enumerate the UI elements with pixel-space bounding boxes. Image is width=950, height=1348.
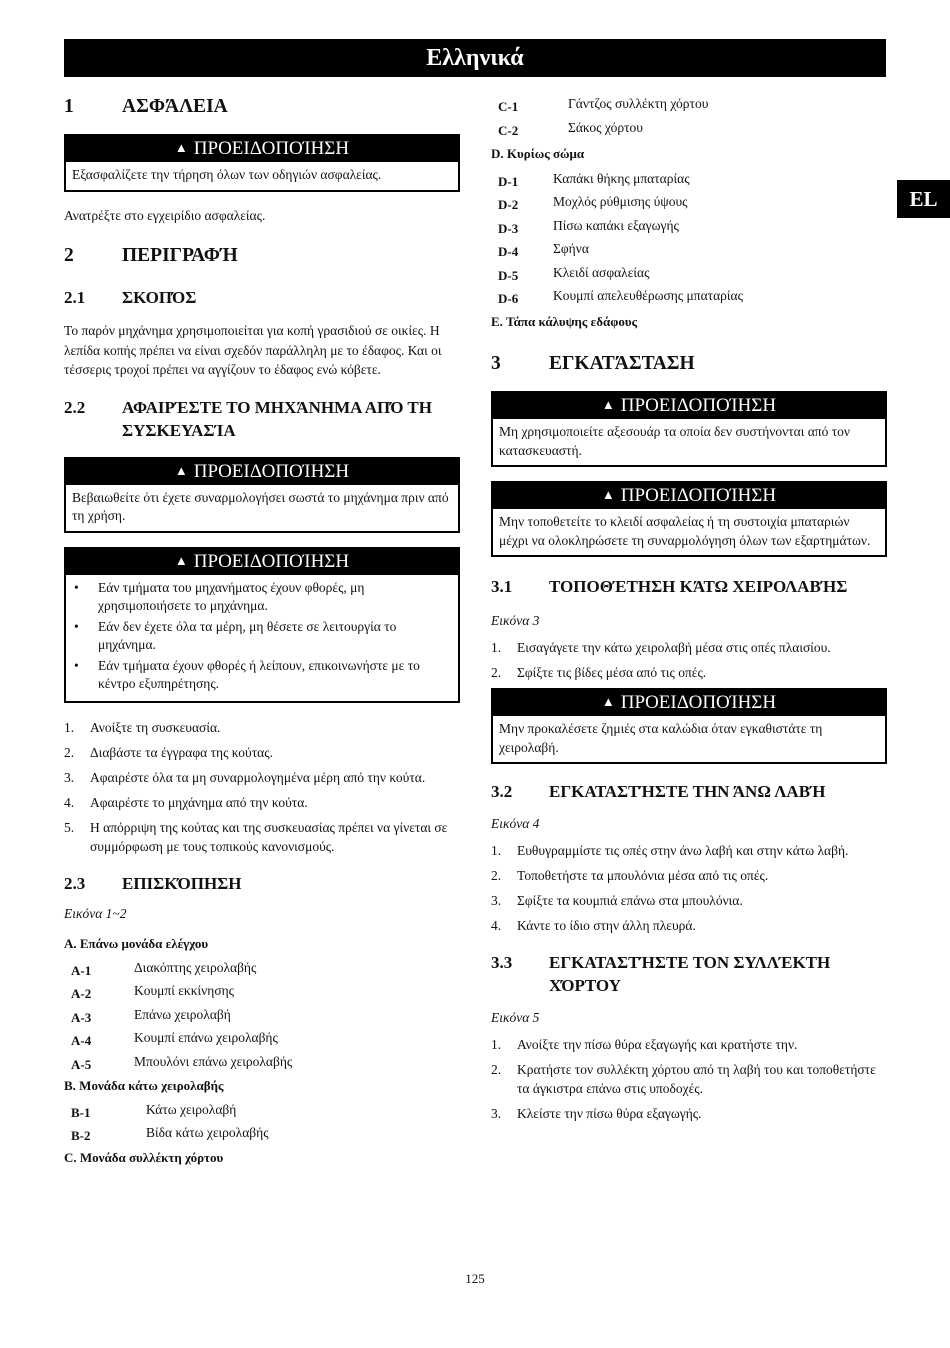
part-name: Κουμπί απελευθέρωσης μπαταρίας — [553, 288, 743, 303]
part-code: D-5 — [498, 267, 519, 283]
warning-header — [66, 136, 458, 162]
parts-group-title: A. Επάνω μονάδα ελέγχου — [64, 935, 209, 951]
bullet: • — [74, 579, 79, 595]
figure-reference: Εικόνα 3 — [491, 613, 540, 628]
part-code: A-3 — [71, 1009, 92, 1025]
step-number: 4. — [491, 918, 502, 933]
list-item — [64, 743, 460, 762]
warning-header — [66, 549, 458, 575]
step-number: 3. — [491, 1106, 502, 1121]
list-item — [64, 793, 460, 812]
subsection-heading-lower-handle — [491, 575, 887, 598]
section-number: 2.2 — [64, 397, 86, 417]
part-name: Κουμπί επάνω χειρολαβής — [134, 1030, 278, 1045]
list-item — [72, 657, 452, 694]
step-number: 2. — [491, 665, 502, 680]
step-text: Εισαγάγετε την κάτω χειρολαβή μέσα στις οπές πλαισίου. — [517, 640, 831, 655]
part-item — [64, 1101, 460, 1119]
page-number: 125 — [465, 1271, 485, 1286]
list-item — [491, 891, 887, 910]
parts-list — [64, 1101, 460, 1143]
section-title: ΑΦΑΙΡΈΣΤΕ ΤΟ ΜΗΧΆΝΗΜΑ ΑΠΌ ΤΗ ΣΥΣΚΕΥΑΣΊΑ — [122, 397, 432, 440]
subsection-heading-upper-handle — [491, 780, 887, 803]
warning-title: ΠΡΟΕΙΔΟΠΟΊΗΣΗ — [193, 138, 350, 159]
step-number: 1. — [64, 719, 75, 735]
step-number: 2. — [491, 868, 502, 883]
part-item — [491, 170, 887, 188]
part-name: Κάτω χειρολαβή — [146, 1101, 237, 1117]
warning-triangle-icon: ▲ — [174, 140, 188, 155]
part-item — [491, 287, 887, 305]
section-title: ΕΓΚΑΤΑΣΤΉΣΤΕ ΤΟΝ ΣΥΛΛΈΚΤΗ ΧΌΡΤΟΥ — [549, 953, 831, 995]
list-item-text: Εάν τμήματα έχουν φθορές ή λείπουν, επικοινωνήστε με το κέντρο εξυπηρέτησης. — [98, 657, 420, 691]
part-name: Σφήνα — [553, 241, 589, 256]
step-text: Ευθυγραμμίστε τις οπές στην άνω λαβή και στην κάτω λαβή. — [517, 843, 849, 858]
step-text: Ανοίξτε την πίσω θύρα εξαγωγής και κρατήστε την. — [517, 1037, 798, 1052]
part-code: D-4 — [498, 244, 519, 259]
warning-box — [491, 688, 887, 764]
list-item — [491, 916, 887, 935]
steps-list — [491, 841, 887, 935]
step-number: 4. — [64, 794, 75, 810]
part-item — [64, 1029, 460, 1047]
part-item — [491, 119, 887, 137]
step-text: Τοποθετήστε τα μπουλόνια μέσα από τις οπές. — [517, 868, 769, 883]
subsection-heading-purpose — [64, 286, 460, 309]
parts-group-title: E. Τάπα κάλυψης εδάφους — [491, 314, 638, 329]
parts-list — [64, 959, 460, 1071]
steps-list — [491, 638, 887, 682]
warning-box — [491, 481, 887, 557]
warning-header — [66, 459, 458, 485]
step-text: Διαβάστε τα έγγραφα της κούτας. — [90, 744, 273, 760]
warning-triangle-icon: ▲ — [174, 462, 188, 478]
section-number: 2.1 — [64, 288, 86, 307]
part-item — [64, 1006, 460, 1024]
warning-list — [66, 575, 458, 701]
warning-title: ΠΡΟΕΙΔΟΠΟΊΗΣΗ — [620, 395, 777, 416]
step-text: Η απόρριψη της κούτας και της συσκευασίας πρέπει να γίνεται σε συμμόρφωση με τους τοπικούς κανονισμούς. — [90, 819, 448, 854]
section-title: ΠΕΡΙΓΡΑΦΉ — [122, 245, 238, 266]
parts-group-title: B. Μονάδα κάτω χειρολαβής — [64, 1077, 224, 1093]
part-name: Κουμπί εκκίνησης — [134, 983, 234, 998]
section-title: ΕΓΚΑΤΑΣΤΉΣΤΕ ΤΗΝ ΆΝΩ ΛΑΒΉ — [549, 782, 826, 801]
part-code: B-2 — [71, 1128, 91, 1143]
warning-box — [64, 457, 460, 533]
warning-title: ΠΡΟΕΙΔΟΠΟΊΗΣΗ — [620, 485, 777, 506]
step-text: Σφίξτε τα κουμπιά επάνω στα μπουλόνια. — [517, 893, 743, 908]
list-item — [491, 663, 887, 682]
section-title: ΕΠΙΣΚΌΠΗΣΗ — [122, 873, 242, 893]
part-name: Πίσω καπάκι εξαγωγής — [553, 217, 679, 233]
list-item-text: Εάν τμήματα του μηχανήματος έχουν φθορές, μη χρησιμοποιήσετε το μηχάνημα. — [98, 579, 365, 613]
warning-title: ΠΡΟΕΙΔΟΠΟΊΗΣΗ — [620, 692, 777, 713]
warning-triangle-icon: ▲ — [601, 397, 615, 412]
steps-list — [64, 718, 460, 856]
step-text: Αφαιρέστε το μηχάνημα από την κούτα. — [90, 794, 308, 810]
section-title: ΑΣΦΆΛΕΙΑ — [122, 96, 228, 117]
part-code: D-1 — [498, 173, 519, 189]
part-name: Σάκος χόρτου — [568, 119, 643, 135]
list-item-text: Εάν δεν έχετε όλα τα μέρη, μη θέσετε σε λειτουργία το μηχάνημα. — [98, 618, 397, 652]
part-code: C-2 — [498, 122, 519, 138]
warning-triangle-icon: ▲ — [601, 694, 615, 709]
figure-reference: Εικόνα 5 — [491, 1010, 540, 1025]
subsection-heading-overview — [64, 872, 460, 895]
part-item — [64, 982, 460, 1000]
part-code: B-1 — [71, 1104, 91, 1120]
part-item — [491, 264, 887, 282]
parts-group-title: D. Κυρίως σώμα — [491, 145, 585, 161]
part-item — [64, 1053, 460, 1071]
warning-text: Μην τοποθετείτε το κλειδί ασφαλείας ή τη συστοιχία μπαταριών μέχρι να ολοκληρώσετε τη συναρμολόγηση όλων των εξαρτημάτων. — [499, 514, 871, 548]
part-name: Γάντζος συλλέκτη χόρτου — [568, 96, 709, 111]
language-tab: EL — [897, 180, 950, 218]
list-item — [72, 579, 452, 616]
section-title: ΕΓΚΑΤΆΣΤΑΣΗ — [549, 353, 695, 374]
section-number: 3.1 — [491, 577, 513, 596]
step-text: Κάντε το ίδιο στην άλλη πλευρά. — [517, 918, 696, 933]
part-code: D-6 — [498, 291, 519, 306]
list-item — [491, 1104, 887, 1123]
left-column — [64, 95, 460, 1167]
list-item — [491, 1035, 887, 1054]
section-number: 2 — [64, 245, 74, 266]
part-code: A-1 — [71, 962, 92, 978]
warning-header — [493, 483, 885, 509]
part-name: Διακόπτης χειρολαβής — [134, 959, 257, 975]
warning-text: Μην προκαλέσετε ζημιές στα καλώδια όταν εγκαθιστάτε τη χειρολαβή. — [499, 721, 823, 755]
section-heading-installation — [491, 352, 887, 376]
part-name: Μοχλός ρύθμισης ύψους — [553, 194, 688, 209]
paragraph: Το παρόν μηχάνημα χρησιμοποιείται για κοπή γρασιδιού σε οικίες. Η λεπίδα κοπής πρέπει να είναι σχεδόν παράλληλη με το έδαφος. Και οι τέσσερις τροχοί πρέπει να αγγίζουν το έδαφος ενώ κόβετε. — [64, 323, 442, 377]
section-number: 3.3 — [491, 953, 513, 972]
list-item — [72, 618, 452, 655]
step-text: Κρατήστε τον συλλέκτη χόρτου από τη λαβή του και τοποθετήστε τα άγκιστρα επάνω στις υποδοχές. — [517, 1062, 876, 1096]
warning-text: Μη χρησιμοποιείτε αξεσουάρ τα οποία δεν συστήνονται από τον κατασκευαστή. — [499, 424, 851, 458]
part-item — [491, 95, 887, 113]
section-number: 3.2 — [491, 782, 513, 801]
part-name: Βίδα κάτω χειρολαβής — [146, 1125, 269, 1140]
section-title: ΣΚΟΠΌΣ — [122, 288, 197, 307]
part-name: Επάνω χειρολαβή — [134, 1006, 231, 1022]
part-item — [491, 240, 887, 258]
subsection-heading-grass-collector — [491, 951, 887, 997]
parts-list — [491, 95, 887, 137]
warning-title: ΠΡΟΕΙΔΟΠΟΊΗΣΗ — [193, 550, 350, 572]
step-number: 2. — [64, 744, 75, 760]
part-name: Κλειδί ασφαλείας — [553, 264, 650, 280]
step-text: Ανοίξτε τη συσκευασία. — [90, 719, 221, 735]
section-heading-description — [64, 244, 460, 268]
part-code: D-2 — [498, 197, 519, 212]
bullet: • — [74, 657, 79, 673]
list-item — [491, 841, 887, 860]
list-item — [64, 768, 460, 787]
part-code: D-3 — [498, 220, 519, 236]
part-name: Μπουλόνι επάνω χειρολαβής — [134, 1053, 293, 1069]
bullet: • — [74, 618, 79, 634]
warning-triangle-icon: ▲ — [601, 487, 615, 502]
warning-header — [493, 690, 885, 716]
step-number: 5. — [64, 819, 75, 835]
warning-title: ΠΡΟΕΙΔΟΠΟΊΗΣΗ — [193, 460, 350, 482]
part-code: A-4 — [71, 1033, 92, 1048]
part-code: A-2 — [71, 986, 92, 1001]
list-item — [64, 718, 460, 737]
language-banner: Ελληνικά — [64, 39, 886, 77]
list-item — [491, 638, 887, 657]
figure-reference: Εικόνα 4 — [491, 816, 540, 831]
figure-reference: Εικόνα 1~2 — [64, 905, 127, 921]
step-number: 3. — [64, 769, 75, 785]
warning-box — [491, 391, 887, 467]
section-title: ΤΟΠΟΘΈΤΗΣΗ ΚΆΤΩ ΧΕΙΡΟΛΑΒΉΣ — [549, 577, 848, 596]
step-text: Αφαιρέστε όλα τα μη συναρμολογημένα μέρη από την κούτα. — [90, 769, 426, 785]
step-text: Σφίξτε τις βίδες μέσα από τις οπές. — [517, 665, 707, 680]
warning-box — [64, 134, 460, 192]
steps-list — [491, 1035, 887, 1123]
step-number: 1. — [491, 640, 502, 655]
part-item — [64, 959, 460, 977]
step-number: 1. — [491, 1037, 502, 1052]
section-heading-safety — [64, 95, 460, 119]
parts-group-title: C. Μονάδα συλλέκτη χόρτου — [64, 1150, 224, 1165]
part-name: Καπάκι θήκης μπαταρίας — [553, 170, 690, 186]
right-column — [491, 95, 887, 1129]
step-text: Κλείστε την πίσω θύρα εξαγωγής. — [517, 1106, 702, 1121]
section-number: 2.3 — [64, 873, 86, 893]
part-code: A-5 — [71, 1056, 92, 1072]
warning-text: Εξασφαλίζετε την τήρηση όλων των οδηγιών ασφαλείας. — [72, 167, 382, 182]
section-number: 1 — [64, 96, 74, 117]
warning-header — [493, 393, 885, 419]
step-number: 2. — [491, 1062, 502, 1077]
section-number: 3 — [491, 353, 501, 374]
part-item — [64, 1124, 460, 1142]
warning-box — [64, 547, 460, 703]
subsection-heading-unpack — [64, 396, 460, 442]
paragraph: Ανατρέξτε στο εγχειρίδιο ασφαλείας. — [64, 207, 266, 223]
part-code: C-1 — [498, 99, 519, 114]
list-item — [491, 1060, 887, 1098]
step-number: 3. — [491, 893, 502, 908]
part-item — [491, 217, 887, 235]
step-number: 1. — [491, 843, 502, 858]
part-item — [491, 193, 887, 211]
parts-list — [491, 170, 887, 306]
list-item — [64, 818, 460, 856]
warning-triangle-icon: ▲ — [174, 552, 188, 568]
list-item — [491, 866, 887, 885]
warning-text: Βεβαιωθείτε ότι έχετε συναρμολογήσει σωστά το μηχάνημα πριν από τη χρήση. — [72, 489, 449, 523]
